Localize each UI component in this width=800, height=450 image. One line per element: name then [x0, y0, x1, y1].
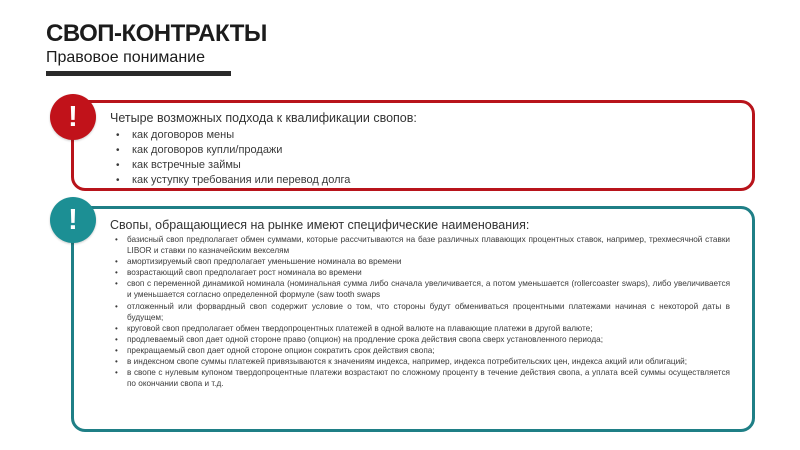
list-item: • отложенный или форвардный своп содержит условие о том, что стороны будут обмениваться процентными платежами начиная с некоторой даты в будущем;: [110, 301, 730, 323]
exclamation-icon: !: [50, 197, 96, 243]
list-item: • как уступку требования или перевод долга: [110, 173, 730, 188]
page-title: СВОП-КОНТРАКТЫ: [46, 20, 267, 47]
list-item: • базисный своп предполагает обмен суммами, которые рассчитываются на базе различных плавающих процентных ставок, например, трехмесячной ставки LIBOR и ставки по казначейским векселям: [110, 234, 730, 256]
list-item: • как договоров мены: [110, 128, 730, 143]
panel-content: [110, 218, 730, 389]
list-item: • круговой своп предполагает обмен твердопроцентных платежей в одной валюте на плавающие платежи в другой валюте;: [110, 323, 730, 334]
list-item: • возрастающий своп предполагает рост номинала во времени: [110, 267, 730, 278]
swap-types-list: [110, 234, 730, 389]
panel-heading: Свопы, обращающиеся на рынке имеют специфические наименования:: [110, 218, 530, 232]
page-subtitle: Правовое понимание: [46, 49, 205, 66]
list-item: • амортизируемый своп предполагает уменьшение номинала во времени: [110, 256, 730, 267]
panel-heading: Четыре возможных подхода к квалификации свопов:: [110, 111, 417, 125]
list-item: • как договоров купли/продажи: [110, 143, 730, 158]
list-item: • в свопе с нулевым купоном твердопроцентные платежи возрастают по сложному проценту в течение действия свопа, а уплата всей суммы осуществляется по окончании свопа и т.д.: [110, 367, 730, 389]
list-item: • прекращаемый своп дает одной стороне опцион сократить срок действия свопа;: [110, 345, 730, 356]
approaches-list: [110, 128, 730, 188]
list-item: • продлеваемый своп дает одной стороне право (опцион) на продление срока действия свопа сверх установленного периода;: [110, 334, 730, 345]
qualification-approaches-panel: [71, 100, 755, 191]
list-item: • в индексном свопе суммы платежей привязываются к значениям индекса, например, индекса потребительских цен, индекса акций или облигаций;: [110, 356, 730, 367]
swap-names-panel: [71, 206, 755, 432]
list-item: • своп с переменной динамикой номинала (номинальная сумма либо сначала увеличивается, а потом уменьшается (rollercoaster swaps), либо увеличивается и уменьшается согласно определенной формуле (saw tooth swaps: [110, 278, 730, 300]
panel-content: [110, 111, 730, 188]
subtitle-underline: [46, 71, 231, 76]
list-item: • как встречные займы: [110, 158, 730, 173]
exclamation-icon: !: [50, 94, 96, 140]
